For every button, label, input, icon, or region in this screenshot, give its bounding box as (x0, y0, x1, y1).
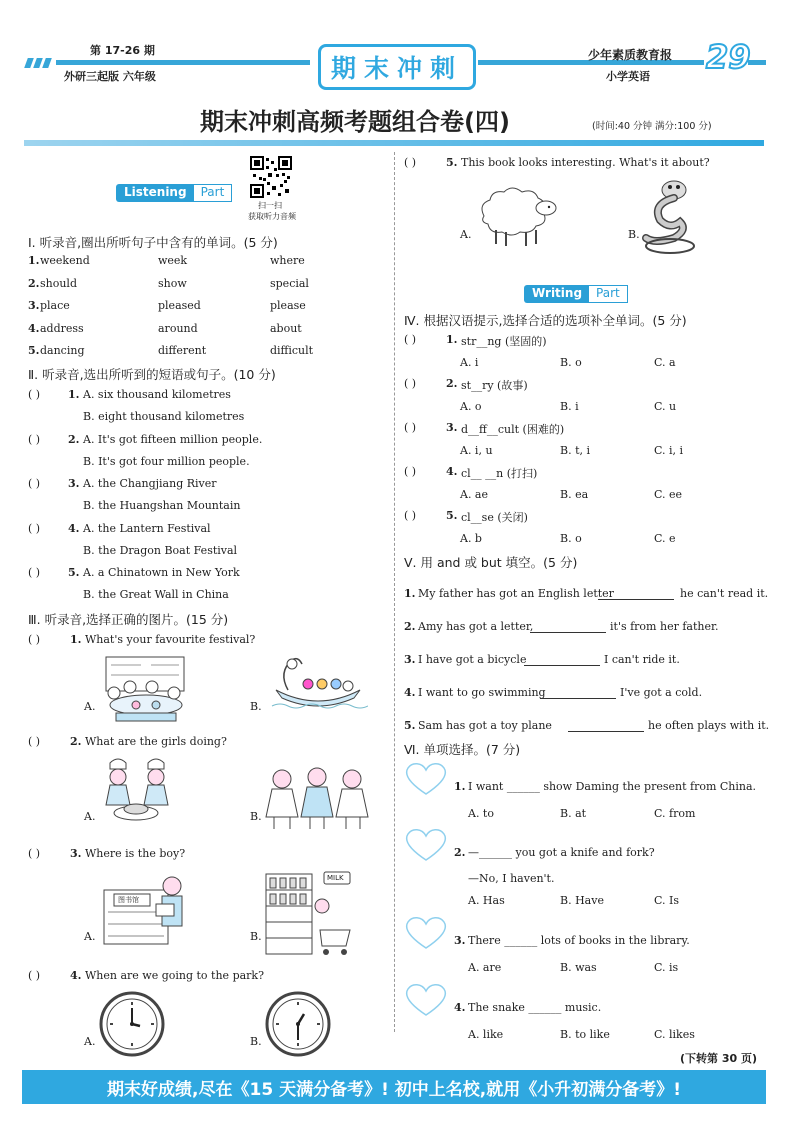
s4-option-a[interactable]: A. ae (460, 488, 489, 501)
s4-option-c[interactable]: C. e (654, 532, 676, 545)
s4-option-b[interactable]: B. i (560, 400, 579, 413)
s1-option-a[interactable]: address (40, 321, 84, 335)
s6-item-question: The snake ______ music. (468, 1001, 602, 1014)
s1-option-a[interactable]: place (40, 299, 70, 312)
s5-answer-blank[interactable] (530, 632, 606, 633)
dragon-boat-picture[interactable] (268, 650, 368, 712)
s1-option-c[interactable]: difficult (270, 344, 314, 357)
footer-banner (22, 1070, 766, 1104)
s1-option-c[interactable]: where (270, 254, 305, 267)
s6-option-a[interactable]: A. like (468, 1028, 504, 1041)
heart-answer-box-icon[interactable] (402, 826, 450, 862)
s3-q1-b-label[interactable]: B. (250, 700, 262, 713)
s2-option-b[interactable]: B. the Great Wall in China (83, 588, 229, 601)
s3-q5-paren[interactable]: ( ) (404, 156, 417, 169)
s6-item-number: 1. (454, 780, 466, 793)
s4-item-number: 5. (446, 509, 458, 522)
s4-option-c[interactable]: C. ee (654, 488, 683, 501)
s2-item-number: 5. (68, 566, 80, 579)
s4-item-word: str__ng (坚固的) (461, 335, 547, 348)
s1-option-b[interactable]: pleased (158, 299, 201, 312)
s6-option-b[interactable]: B. Have (560, 894, 604, 907)
s3-q1-a-label[interactable]: A. (84, 700, 96, 713)
s5-item-number: 5. (404, 719, 416, 732)
girls-singing-picture[interactable] (262, 765, 372, 831)
s1-option-a[interactable]: weekend (40, 254, 90, 267)
continued-note: (下转第 30 页) (680, 1052, 758, 1065)
s3-q2-question: What are the girls doing? (84, 735, 227, 748)
section1-title: Ⅰ. 听录音,圈出所听句子中含有的单词。(5 分) (28, 235, 278, 250)
s6-item-number: 3. (454, 934, 466, 947)
writing-part-badge (524, 285, 628, 303)
s1-row-number: 5. (28, 344, 40, 357)
s3-q2-b-label[interactable]: B. (250, 810, 262, 823)
s5-sentence-end: he often plays with it. (648, 719, 770, 732)
s3-q3-question: Where is the boy? (84, 847, 186, 860)
s6-item-number: 2. (454, 846, 466, 859)
s5-item-number: 1. (404, 587, 416, 600)
s5-answer-blank[interactable] (598, 599, 674, 600)
s4-answer-paren[interactable]: ( ) (404, 509, 417, 522)
s5-sentence-end: I can't ride it. (604, 653, 680, 666)
s4-option-a[interactable]: A. i, u (460, 444, 493, 457)
s2-option-a[interactable]: A. the Changjiang River (83, 477, 217, 490)
qr-caption-2: 获取听力音频 (248, 212, 296, 221)
s6-option-c[interactable]: C. from (654, 807, 696, 820)
section4-title: Ⅳ. 根据汉语提示,选择合适的选项补全单词。(5 分) (404, 313, 687, 328)
s4-option-b[interactable]: B. ea (560, 488, 589, 501)
clock-b-icon[interactable] (264, 990, 332, 1058)
milk-sign: MILK (327, 874, 344, 882)
s4-option-b[interactable]: B. t, i (560, 444, 591, 457)
s2-answer-paren[interactable]: ( ) (28, 388, 41, 401)
title-underline (24, 140, 764, 146)
s6-option-b[interactable]: B. was (560, 961, 597, 974)
s5-sentence-start: My father has got an English letter (418, 587, 614, 600)
s6-option-c[interactable]: C. likes (654, 1028, 695, 1041)
paper-meta: (时间:40 分钟 满分:100 分) (592, 121, 712, 132)
s3-q3-paren[interactable]: ( ) (28, 847, 41, 860)
section2-title: Ⅱ. 听录音,选出所听到的短语或句子。(10 分) (28, 367, 276, 382)
sheep-picture[interactable] (474, 186, 564, 248)
s3-q4-question: When are we going to the park? (84, 969, 264, 982)
s2-option-a[interactable]: A. six thousand kilometres (83, 388, 231, 401)
edition-text: 外研三起版 六年级 (64, 70, 156, 83)
s4-option-b[interactable]: B. o (560, 356, 582, 369)
clock-a-icon[interactable] (98, 990, 166, 1058)
subject-name: 小学英语 (606, 70, 650, 83)
s6-item-number: 4. (454, 1001, 466, 1014)
supermarket-picture[interactable] (262, 868, 362, 960)
s2-option-b[interactable]: B. the Huangshan Mountain (83, 499, 241, 512)
listening-part-badge (116, 184, 232, 202)
s3-q2-num: 2. (70, 735, 82, 748)
s5-item-number: 4. (404, 686, 416, 699)
s1-option-b[interactable]: week (158, 254, 188, 267)
s5-sentence-end: I've got a cold. (620, 686, 703, 699)
s1-option-c[interactable]: about (270, 321, 302, 335)
s6-option-c[interactable]: C. Is (654, 894, 680, 907)
page-number: 29 (706, 38, 751, 76)
s5-answer-blank[interactable] (524, 665, 600, 666)
s6-item-reply: —No, I haven't. (468, 872, 555, 885)
heart-answer-box-icon[interactable] (402, 760, 450, 796)
girls-cooking-picture[interactable] (96, 757, 182, 827)
s2-option-b[interactable]: B. the Dragon Boat Festival (83, 543, 238, 557)
s3-q3-num: 3. (70, 847, 82, 860)
s3-q5-question: This book looks interesting. What's it about? (460, 156, 710, 169)
s3-q5-text (446, 156, 710, 169)
s2-answer-paren[interactable]: ( ) (28, 566, 41, 579)
s4-option-b[interactable]: B. o (560, 532, 582, 545)
s2-item-number: 4. (68, 521, 80, 535)
listening-label: Listening (116, 184, 193, 202)
header-stripes-left (26, 58, 56, 68)
s4-item-number: 1. (446, 333, 458, 346)
s5-item-number: 2. (404, 620, 416, 633)
s3-q1-paren[interactable]: ( ) (28, 633, 41, 646)
s3-q5-num: 5. (446, 156, 458, 169)
s2-item-number: 3. (68, 477, 80, 490)
s6-option-b[interactable]: B. to like (560, 1028, 610, 1041)
qr-caption-1: 扫一扫 (258, 201, 282, 210)
s2-answer-paren[interactable]: ( ) (28, 477, 41, 490)
s5-sentence-end: he can't read it. (680, 587, 769, 600)
s2-option-a[interactable]: A. the Lantern Festival (83, 521, 211, 535)
section3-title: Ⅲ. 听录音,选择正确的图片。(15 分) (28, 612, 229, 627)
s4-option-a[interactable]: A. b (460, 532, 482, 545)
s2-option-b[interactable]: B. eight thousand kilometres (83, 410, 245, 423)
section6-title: Ⅵ. 单项选择。(7 分) (404, 742, 521, 757)
s4-option-c[interactable]: C. u (654, 400, 677, 413)
s3-q4-text (70, 969, 264, 982)
s4-answer-paren[interactable]: ( ) (404, 333, 417, 346)
bookshop-picture[interactable] (98, 870, 188, 952)
s4-option-a[interactable]: A. i (460, 356, 479, 369)
header-banner-text: 期末冲刺 (330, 54, 463, 83)
qr-code (250, 156, 292, 198)
issue-text: 第 17-26 期 (90, 44, 155, 57)
s5-answer-blank[interactable] (540, 698, 616, 699)
s2-option-a[interactable]: A. a Chinatown in New York (83, 566, 240, 579)
s6-option-b[interactable]: B. at (560, 807, 587, 820)
s1-option-b[interactable]: around (158, 321, 198, 335)
s6-item-question: —______ you got a knife and fork? (468, 846, 655, 859)
paper-name: 少年素质教育报 (588, 48, 673, 62)
s3-q3-b-label[interactable]: B. (250, 930, 262, 943)
s2-answer-paren[interactable]: ( ) (28, 521, 41, 535)
heart-answer-box-icon[interactable] (402, 981, 450, 1017)
s6-option-a[interactable]: A. Has (468, 894, 505, 907)
s3-q1-question: What's your favourite festival? (84, 633, 256, 646)
s1-option-b[interactable]: different (158, 344, 207, 357)
paper-title: 期末冲刺高频考题组合卷(四) (200, 108, 510, 136)
s3-q4-paren[interactable]: ( ) (28, 969, 41, 982)
s3-q3-text (70, 847, 185, 860)
s4-item-word: d__ff__cult (困难的) (461, 423, 565, 436)
s4-item-number: 2. (446, 377, 458, 390)
s3-q2-a-label[interactable]: A. (84, 810, 96, 823)
s3-q2-text (70, 735, 227, 748)
snake-picture[interactable] (640, 176, 700, 256)
s2-item-number: 2. (68, 432, 80, 446)
s6-item-question: I want ______ show Daming the present from China. (468, 780, 757, 793)
s4-answer-paren[interactable]: ( ) (404, 465, 417, 478)
s2-option-b[interactable]: B. It's got four million people. (83, 454, 250, 468)
s3-q4-b-label[interactable]: B. (250, 1035, 262, 1048)
s4-item-number: 3. (446, 421, 458, 434)
festival-dinner-picture[interactable] (96, 655, 196, 723)
s6-option-c[interactable]: C. is (654, 961, 679, 974)
s1-row-number: 4. (28, 321, 40, 335)
s2-answer-paren[interactable]: ( ) (28, 432, 41, 446)
s4-item-word: cl__se (关闭) (461, 511, 528, 524)
s4-item-word: st__ry (故事) (461, 379, 528, 392)
s4-item-word: cl__ __n (打扫) (461, 467, 538, 480)
s3-q1-text (70, 633, 255, 646)
s6-item-question: There ______ lots of books in the library. (468, 934, 690, 947)
s4-option-c[interactable]: C. i, i (654, 444, 684, 457)
s5-sentence-start: Amy has got a letter, (418, 620, 534, 633)
s1-option-c[interactable]: special (270, 276, 309, 290)
s3-q4-num: 4. (70, 969, 82, 982)
s3-q3-a-label[interactable]: A. (84, 930, 96, 943)
s3-q5-b-label[interactable]: B. (628, 228, 640, 241)
s1-option-a[interactable]: dancing (40, 344, 85, 357)
listening-part-label: Part (193, 184, 233, 202)
s4-option-a[interactable]: A. o (460, 400, 482, 413)
writing-part-label: Part (588, 285, 628, 303)
s4-option-c[interactable]: C. a (654, 356, 676, 369)
writing-label: Writing (524, 285, 588, 303)
s1-row-number: 2. (28, 276, 40, 290)
s3-q1-num: 1. (70, 633, 82, 646)
s5-answer-blank[interactable] (568, 731, 644, 732)
s5-sentence-start: I want to go swimming (418, 686, 546, 699)
s5-sentence-end: it's from her father. (610, 620, 719, 633)
s6-option-a[interactable]: A. to (468, 807, 494, 820)
s4-answer-paren[interactable]: ( ) (404, 377, 417, 390)
bookshop-sign: 图书馆 (118, 896, 139, 904)
s4-item-number: 4. (446, 465, 458, 478)
s5-item-number: 3. (404, 653, 416, 666)
s2-option-a[interactable]: A. It's got fifteen million people. (83, 432, 263, 446)
s1-row-number: 1. (28, 254, 40, 267)
header-line-left (56, 60, 310, 65)
s5-sentence-start: I have got a bicycle (418, 653, 527, 666)
s1-row-number: 3. (28, 299, 40, 312)
section5-title: Ⅴ. 用 and 或 but 填空。(5 分) (404, 555, 578, 570)
s6-option-a[interactable]: A. are (468, 961, 502, 974)
column-divider (394, 152, 395, 1032)
s1-option-c[interactable]: please (270, 299, 306, 312)
s1-option-b[interactable]: show (158, 276, 187, 290)
footer-banner-text: 期末好成绩,尽在《15 天满分备考》! 初中上名校,就用《小升初满分备考》! (107, 1079, 681, 1100)
heart-answer-box-icon[interactable] (402, 914, 450, 950)
s3-q4-a-label[interactable]: A. (84, 1035, 96, 1048)
s4-answer-paren[interactable]: ( ) (404, 421, 417, 434)
header-banner (318, 44, 476, 90)
s5-sentence-start: Sam has got a toy plane (418, 719, 552, 732)
page-header (0, 0, 800, 100)
s2-item-number: 1. (68, 388, 80, 401)
s1-option-a[interactable]: should (40, 276, 77, 290)
s3-q5-a-label[interactable]: A. (460, 228, 472, 241)
s3-q2-paren[interactable]: ( ) (28, 735, 41, 748)
